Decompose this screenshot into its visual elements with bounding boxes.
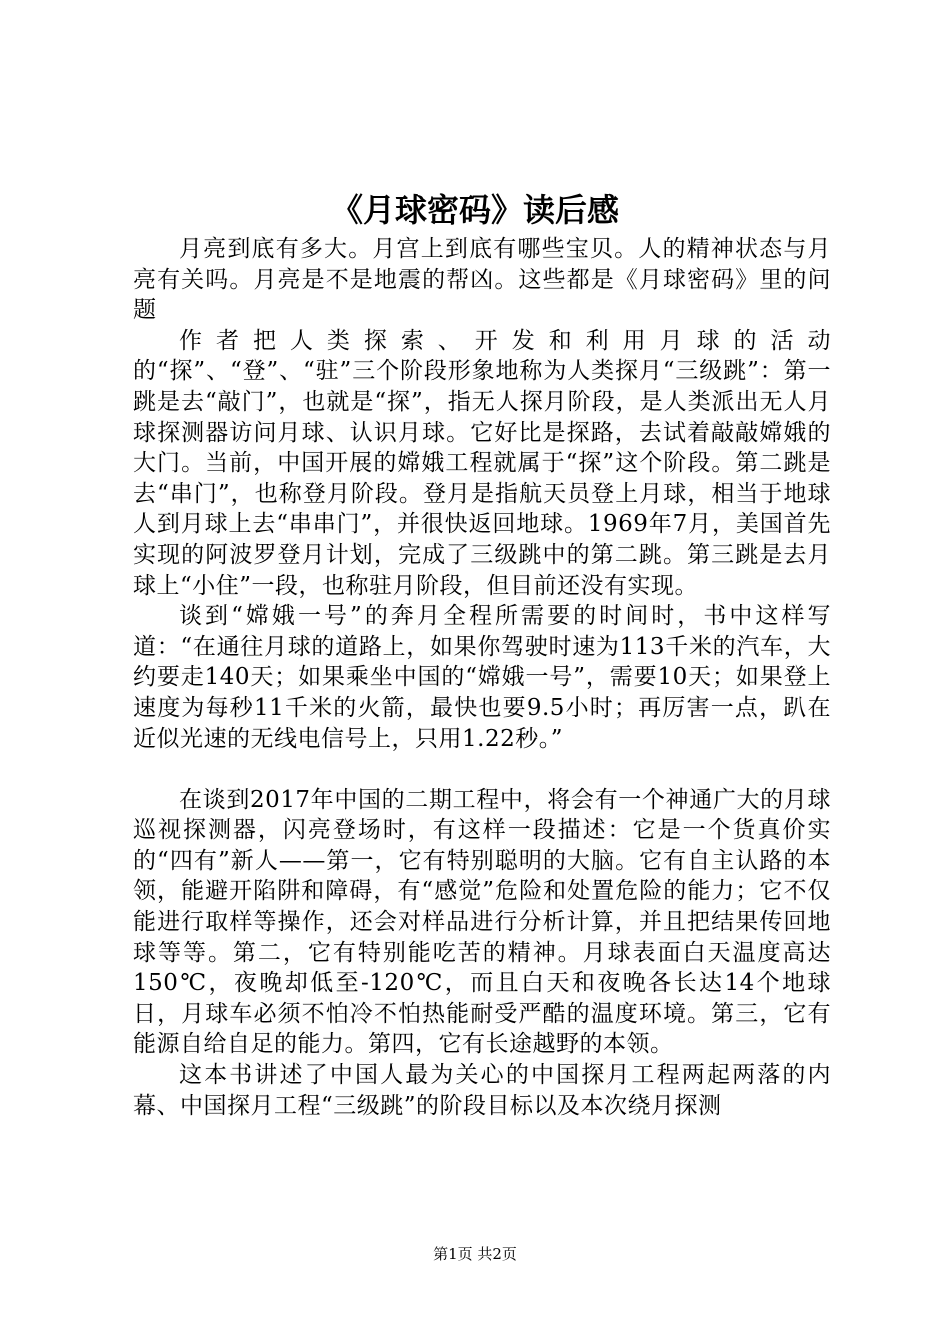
page-footer: 第1页 共2页 <box>433 1245 517 1263</box>
document-title: 《月球密码》读后感 <box>330 191 619 229</box>
paragraph: 月亮到底有多大。月宫上到底有哪些宝贝。人的精神状态与月亮有关吗。月亮是不是地震的帮凶。这些都是《月球密码》里的问题 <box>133 236 831 324</box>
paragraph: 在谈到2017年中国的二期工程中，将会有一个神通广大的月球巡视探测器，闪亮登场时，有这样一段描述：它是一个货真价实的“四有”新人——第一，它有特别聪明的大脑。它有自主认路的本领，能避开陷阱和障碍，有“感觉”危险和处置危险的能力；它不仅能进行取样等操作，还会对样品进行分析计算，并且把结果传回地球等等。第二，它有特别能吃苦的精神。月球表面白天温度高达150℃，夜晚却低至-120℃，而且白天和夜晚各长达14个地球日，月球车必须不怕冷不怕热能耐受严酷的温度环境。第三，它有能源自给自足的能力。第四，它有长途越野的本领。 <box>133 786 831 1058</box>
paragraph: 谈到“嫦娥一号”的奔月全程所需要的时间时，书中这样写道：“在通往月球的道路上，如果你驾驶时速为113千米的汽车，大约要走140天；如果乘坐中国的“嫦娥一号”，需要10天；如果登上速度为每秒11千米的火箭，最快也要9.5小时；再厉害一点，趴在近似光速的无线电信号上，只用1.22秒。” <box>133 603 831 752</box>
document-body <box>133 234 831 1121</box>
paragraph: 作者把人类探索、开发和利用月球的活动的“探”、“登”、“驻”三个阶段形象地称为人类探月“三级跳”：第一跳是去“敲门”，也就是“探”，指无人探月阶段，是人类派出无人月球探测器访问月球、认识月球。它好比是探路，去试着敲敲嫦娥的大门。当前，中国开展的嫦娥工程就属于“探”这个阶段。第二跳是去“串门”，也称登月阶段。登月是指航天员登上月球，相当于地球人到月球上去“串串门”，并很快返回地球。1969年7月，美国首先实现的阿波罗登月计划，完成了三级跳中的第二跳。第三跳是去月球上“小住”一段，也称驻月阶段，但目前还没有实现。 <box>133 327 831 599</box>
paragraph: 这本书讲述了中国人最为关心的中国探月工程两起两落的内幕、中国探月工程“三级跳”的阶段目标以及本次绕月探测 <box>133 1062 831 1119</box>
